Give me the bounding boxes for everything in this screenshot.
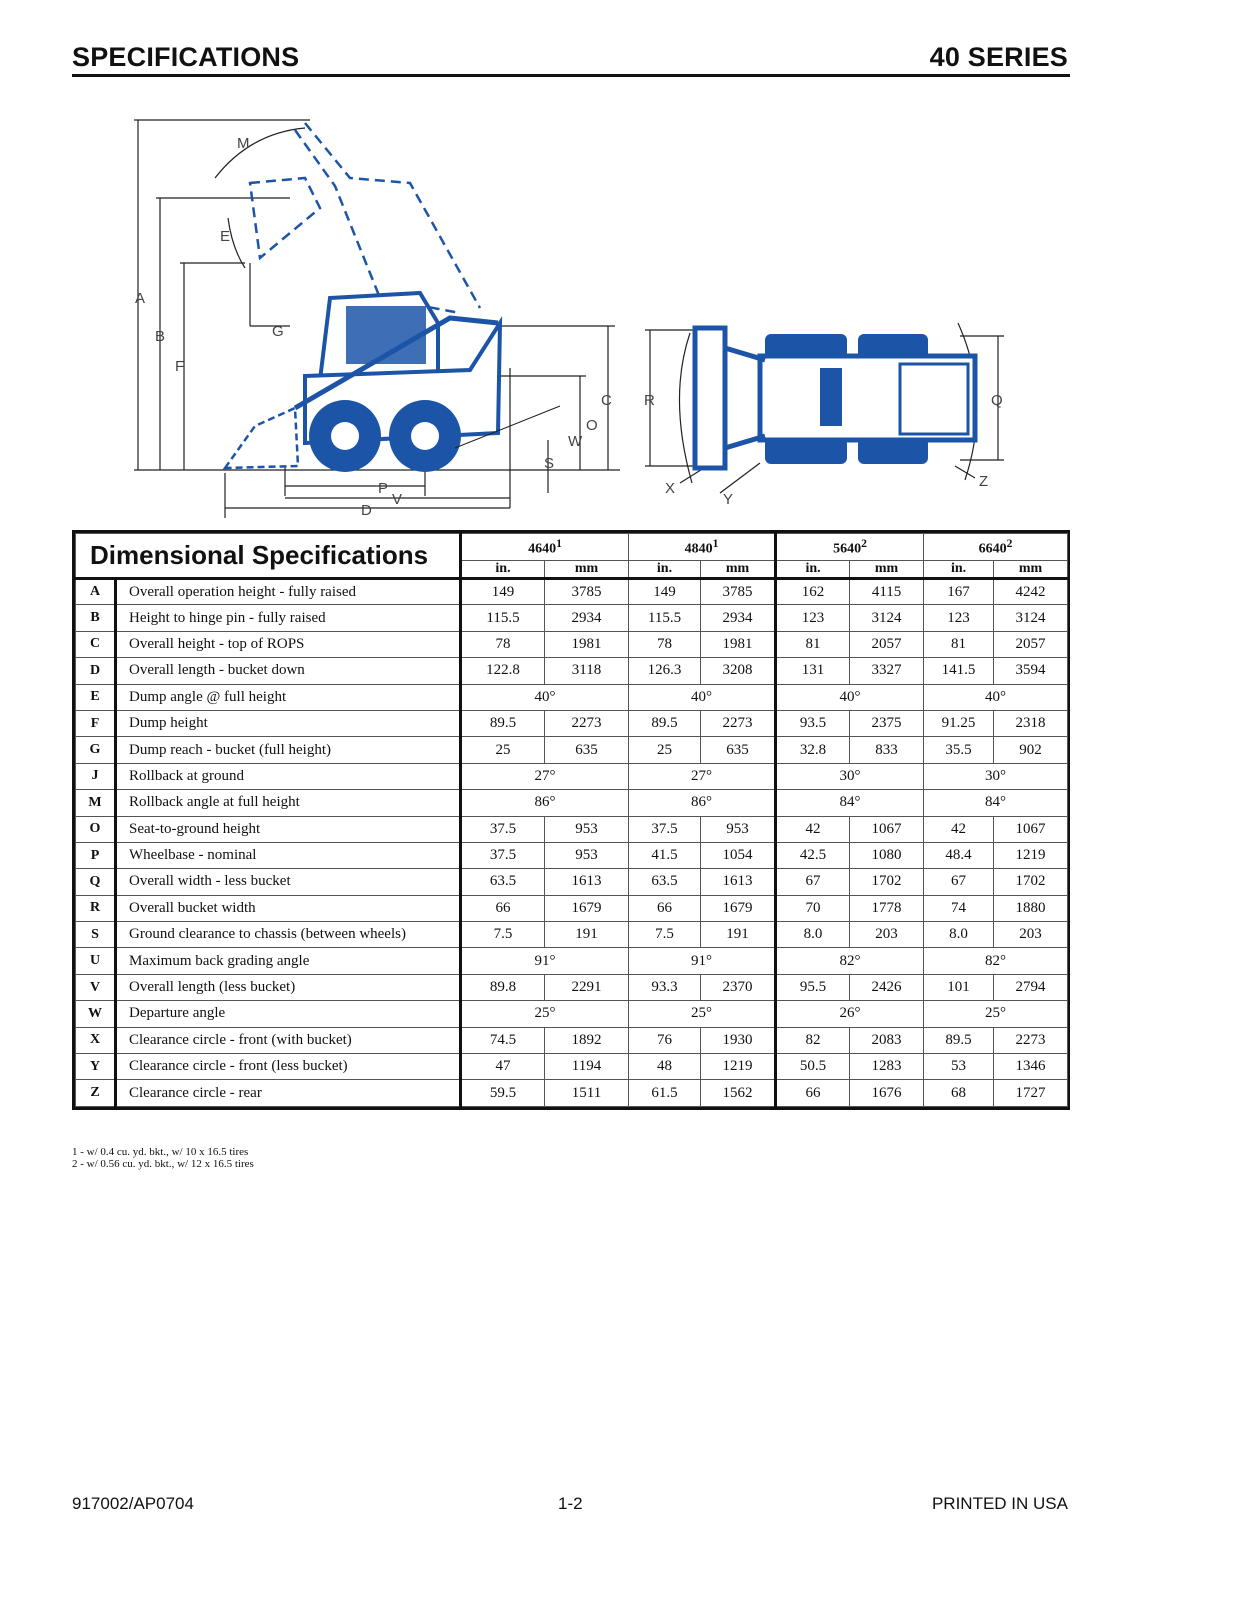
model-6640: 6640$^2$ <box>924 534 1068 561</box>
label-e: E <box>220 228 231 245</box>
spec-letter: R <box>76 895 116 921</box>
spec-description: Seat-to-ground height <box>116 816 461 842</box>
spec-description: Dump height <box>116 710 461 736</box>
spec-value-mm: 1702 <box>850 869 924 895</box>
spec-description: Ground clearance to chassis (between wheels) <box>116 922 461 948</box>
spec-value-in: 149 <box>629 579 701 605</box>
spec-description: Maximum back grading angle <box>116 948 461 974</box>
spec-value-in: 53 <box>924 1054 994 1080</box>
spec-value-mm: 1613 <box>701 869 776 895</box>
label-r: R <box>644 392 655 409</box>
spec-value-mm: 635 <box>701 737 776 763</box>
spec-value-in: 115.5 <box>629 605 701 631</box>
spec-value-mm: 4115 <box>850 579 924 605</box>
spec-value-mm: 1562 <box>701 1080 776 1107</box>
spec-value-in: 50.5 <box>776 1054 850 1080</box>
spec-value-in: 89.5 <box>461 710 545 736</box>
spec-letter: B <box>76 605 116 631</box>
label-y: Y <box>723 491 734 508</box>
model-5640: 5640$^2$ <box>776 534 924 561</box>
spec-value-in: 37.5 <box>461 816 545 842</box>
spec-value-mm: 1511 <box>545 1080 629 1107</box>
spec-value-mm: 203 <box>994 922 1068 948</box>
spec-value-in: 67 <box>776 869 850 895</box>
spec-value-mm: 203 <box>850 922 924 948</box>
unit-in: in. <box>924 561 994 579</box>
spec-value-mm: 1676 <box>850 1080 924 1107</box>
unit-mm: mm <box>850 561 924 579</box>
spec-value-in: 42.5 <box>776 842 850 868</box>
spec-letter: U <box>76 948 116 974</box>
spec-row-u <box>76 948 1068 974</box>
spec-value-in: 122.8 <box>461 658 545 684</box>
unit-in: in. <box>461 561 545 579</box>
spec-value-in: 41.5 <box>629 842 701 868</box>
spec-value-in: 149 <box>461 579 545 605</box>
document-number: 917002/AP0704 <box>72 1494 194 1513</box>
spec-value-in: 81 <box>924 631 994 657</box>
spec-value-in: 37.5 <box>461 842 545 868</box>
spec-value-mm: 1679 <box>545 895 629 921</box>
spec-value-merged: 30° <box>776 763 924 789</box>
spec-description: Height to hinge pin - fully raised <box>116 605 461 631</box>
spec-row-q <box>76 869 1068 895</box>
page-footer <box>72 1494 1070 1518</box>
spec-value-in: 66 <box>629 895 701 921</box>
spec-value-mm: 1346 <box>994 1054 1068 1080</box>
spec-value-in: 78 <box>629 631 701 657</box>
spec-description: Clearance circle - rear <box>116 1080 461 1107</box>
label-p: P <box>378 480 389 497</box>
spec-letter: E <box>76 684 116 710</box>
spec-value-merged: 26° <box>776 1001 924 1027</box>
spec-value-merged: 27° <box>629 763 776 789</box>
spec-grid <box>75 533 1068 1107</box>
spec-value-mm: 1283 <box>850 1054 924 1080</box>
dimensional-specifications-table <box>72 530 1070 1110</box>
spec-row-d <box>76 658 1068 684</box>
spec-value-merged: 40° <box>924 684 1068 710</box>
spec-letter: J <box>76 763 116 789</box>
spec-value-merged: 82° <box>924 948 1068 974</box>
label-q: Q <box>991 392 1003 409</box>
spec-value-merged: 84° <box>924 790 1068 816</box>
spec-body <box>76 579 1068 1107</box>
spec-letter: S <box>76 922 116 948</box>
spec-letter: Z <box>76 1080 116 1107</box>
spec-letter: A <box>76 579 116 605</box>
spec-value-in: 91.25 <box>924 710 994 736</box>
spec-value-mm: 2057 <box>850 631 924 657</box>
unit-mm: mm <box>545 561 629 579</box>
spec-value-in: 101 <box>924 974 994 1000</box>
spec-value-in: 162 <box>776 579 850 605</box>
spec-value-mm: 2083 <box>850 1027 924 1053</box>
spec-description: Rollback at ground <box>116 763 461 789</box>
label-g: G <box>272 323 284 340</box>
label-o: O <box>586 417 598 434</box>
spec-value-in: 66 <box>461 895 545 921</box>
spec-value-in: 37.5 <box>629 816 701 842</box>
spec-value-mm: 1892 <box>545 1027 629 1053</box>
spec-letter: O <box>76 816 116 842</box>
spec-value-mm: 902 <box>994 737 1068 763</box>
printed-in: PRINTED IN USA <box>931 1494 1068 1513</box>
spec-value-in: 82 <box>776 1027 850 1053</box>
spec-value-in: 167 <box>924 579 994 605</box>
unit-mm: mm <box>701 561 776 579</box>
spec-value-in: 74.5 <box>461 1027 545 1053</box>
spec-value-in: 89.5 <box>629 710 701 736</box>
spec-value-in: 67 <box>924 869 994 895</box>
top-view-machine <box>695 328 975 468</box>
spec-value-mm: 3785 <box>545 579 629 605</box>
spec-value-merged: 40° <box>461 684 629 710</box>
spec-value-mm: 3118 <box>545 658 629 684</box>
spec-value-mm: 2318 <box>994 710 1068 736</box>
spec-value-merged: 25° <box>629 1001 776 1027</box>
spec-letter: D <box>76 658 116 684</box>
spec-value-mm: 3327 <box>850 658 924 684</box>
spec-value-in: 78 <box>461 631 545 657</box>
spec-value-mm: 1880 <box>994 895 1068 921</box>
spec-value-in: 8.0 <box>924 922 994 948</box>
spec-value-mm: 4242 <box>994 579 1068 605</box>
spec-value-mm: 3124 <box>850 605 924 631</box>
spec-value-merged: 25° <box>924 1001 1068 1027</box>
spec-letter: Y <box>76 1054 116 1080</box>
spec-letter: M <box>76 790 116 816</box>
spec-value-mm: 2291 <box>545 974 629 1000</box>
spec-value-mm: 1778 <box>850 895 924 921</box>
spec-row-s <box>76 922 1068 948</box>
spec-value-in: 95.5 <box>776 974 850 1000</box>
label-v: V <box>392 491 403 508</box>
spec-row-o <box>76 816 1068 842</box>
spec-value-in: 66 <box>776 1080 850 1107</box>
label-x: X <box>665 480 676 497</box>
spec-value-in: 8.0 <box>776 922 850 948</box>
spec-value-mm: 1219 <box>701 1054 776 1080</box>
label-f: F <box>175 358 185 375</box>
spec-value-in: 123 <box>924 605 994 631</box>
spec-value-mm: 2934 <box>545 605 629 631</box>
page-header <box>72 40 1070 77</box>
spec-letter: P <box>76 842 116 868</box>
model-header-row <box>76 534 1068 561</box>
spec-row-e <box>76 684 1068 710</box>
spec-value-in: 32.8 <box>776 737 850 763</box>
footnote-1: 1 - w/ 0.4 cu. yd. bkt., w/ 10 x 16.5 tires <box>72 1146 249 1158</box>
spec-description: Overall width - less bucket <box>116 869 461 895</box>
spec-description: Rollback angle at full height <box>116 790 461 816</box>
spec-row-m <box>76 790 1068 816</box>
spec-value-mm: 1219 <box>994 842 1068 868</box>
spec-value-in: 48.4 <box>924 842 994 868</box>
spec-value-in: 35.5 <box>924 737 994 763</box>
spec-value-mm: 1613 <box>545 869 629 895</box>
spec-row-x <box>76 1027 1068 1053</box>
spec-description: Clearance circle - front (with bucket) <box>116 1027 461 1053</box>
footnote-2: 2 - w/ 0.56 cu. yd. bkt., w/ 12 x 16.5 tires <box>72 1158 254 1170</box>
spec-row-g <box>76 737 1068 763</box>
spec-value-mm: 3785 <box>701 579 776 605</box>
spec-value-in: 123 <box>776 605 850 631</box>
spec-value-mm: 2273 <box>545 710 629 736</box>
spec-description: Dump reach - bucket (full height) <box>116 737 461 763</box>
spec-row-r <box>76 895 1068 921</box>
series-title: 40 SERIES <box>929 42 1068 72</box>
machine-diagrams <box>120 108 1040 526</box>
spec-value-mm: 953 <box>545 816 629 842</box>
spec-letter: F <box>76 710 116 736</box>
label-s: S <box>544 455 555 472</box>
spec-row-j <box>76 763 1068 789</box>
spec-value-mm: 3594 <box>994 658 1068 684</box>
model-4840: 4840$^1$ <box>629 534 776 561</box>
model-4640: 4640$^1$ <box>461 534 629 561</box>
spec-value-in: 68 <box>924 1080 994 1107</box>
spec-row-c <box>76 631 1068 657</box>
spec-row-f <box>76 710 1068 736</box>
spec-value-merged: 91° <box>461 948 629 974</box>
spec-letter: W <box>76 1001 116 1027</box>
spec-value-mm: 2426 <box>850 974 924 1000</box>
spec-value-mm: 833 <box>850 737 924 763</box>
spec-letter: V <box>76 974 116 1000</box>
unit-mm: mm <box>994 561 1068 579</box>
spec-row-b <box>76 605 1068 631</box>
spec-value-mm: 1981 <box>701 631 776 657</box>
spec-value-mm: 1067 <box>850 816 924 842</box>
spec-value-merged: 86° <box>461 790 629 816</box>
spec-row-v <box>76 974 1068 1000</box>
spec-value-mm: 1054 <box>701 842 776 868</box>
spec-value-in: 61.5 <box>629 1080 701 1107</box>
spec-value-in: 47 <box>461 1054 545 1080</box>
unit-in: in. <box>776 561 850 579</box>
spec-value-mm: 1930 <box>701 1027 776 1053</box>
label-a: A <box>135 290 146 307</box>
label-m: M <box>237 135 250 152</box>
page-number: 1-2 <box>558 1494 583 1513</box>
spec-value-mm: 3124 <box>994 605 1068 631</box>
spec-row-y <box>76 1054 1068 1080</box>
spec-value-merged: 91° <box>629 948 776 974</box>
spec-value-in: 59.5 <box>461 1080 545 1107</box>
spec-description: Overall bucket width <box>116 895 461 921</box>
spec-value-in: 48 <box>629 1054 701 1080</box>
spec-letter: Q <box>76 869 116 895</box>
spec-value-in: 70 <box>776 895 850 921</box>
spec-value-mm: 3208 <box>701 658 776 684</box>
unit-in: in. <box>629 561 701 579</box>
spec-value-mm: 2273 <box>701 710 776 736</box>
spec-value-mm: 191 <box>701 922 776 948</box>
spec-value-in: 93.5 <box>776 710 850 736</box>
spec-value-in: 76 <box>629 1027 701 1053</box>
spec-value-in: 7.5 <box>461 922 545 948</box>
spec-description: Wheelbase - nominal <box>116 842 461 868</box>
spec-value-mm: 2057 <box>994 631 1068 657</box>
label-d: D <box>361 502 372 519</box>
spec-row-p <box>76 842 1068 868</box>
spec-row-a <box>76 579 1068 605</box>
spec-value-merged: 40° <box>629 684 776 710</box>
diagram-svg <box>120 108 1040 526</box>
spec-value-in: 42 <box>924 816 994 842</box>
spec-value-merged: 86° <box>629 790 776 816</box>
spec-description: Departure angle <box>116 1001 461 1027</box>
spec-row-w <box>76 1001 1068 1027</box>
page-title: SPECIFICATIONS <box>72 42 300 72</box>
spec-description: Dump angle @ full height <box>116 684 461 710</box>
spec-value-in: 115.5 <box>461 605 545 631</box>
spec-value-in: 131 <box>776 658 850 684</box>
spec-value-merged: 30° <box>924 763 1068 789</box>
label-w: W <box>568 433 583 450</box>
spec-value-mm: 953 <box>701 816 776 842</box>
spec-value-in: 25 <box>461 737 545 763</box>
spec-value-merged: 82° <box>776 948 924 974</box>
spec-value-in: 7.5 <box>629 922 701 948</box>
spec-letter: G <box>76 737 116 763</box>
spec-value-mm: 2934 <box>701 605 776 631</box>
spec-value-mm: 953 <box>545 842 629 868</box>
spec-value-mm: 1981 <box>545 631 629 657</box>
spec-value-in: 89.5 <box>924 1027 994 1053</box>
spec-value-in: 81 <box>776 631 850 657</box>
spec-value-mm: 1194 <box>545 1054 629 1080</box>
spec-description: Overall length - bucket down <box>116 658 461 684</box>
spec-value-merged: 27° <box>461 763 629 789</box>
spec-value-mm: 2370 <box>701 974 776 1000</box>
label-b: B <box>155 328 166 345</box>
spec-value-mm: 2273 <box>994 1027 1068 1053</box>
spec-value-in: 25 <box>629 737 701 763</box>
spec-description: Overall operation height - fully raised <box>116 579 461 605</box>
spec-row-z <box>76 1080 1068 1107</box>
spec-value-in: 89.8 <box>461 974 545 1000</box>
spec-value-mm: 2375 <box>850 710 924 736</box>
spec-letter: X <box>76 1027 116 1053</box>
label-z: Z <box>979 473 989 490</box>
footnotes <box>72 1146 254 1170</box>
spec-value-in: 74 <box>924 895 994 921</box>
spec-letter: C <box>76 631 116 657</box>
spec-value-in: 63.5 <box>461 869 545 895</box>
spec-value-merged: 40° <box>776 684 924 710</box>
spec-value-mm: 1080 <box>850 842 924 868</box>
spec-value-mm: 191 <box>545 922 629 948</box>
spec-value-in: 141.5 <box>924 658 994 684</box>
spec-description: Clearance circle - front (less bucket) <box>116 1054 461 1080</box>
spec-value-mm: 635 <box>545 737 629 763</box>
spec-value-in: 126.3 <box>629 658 701 684</box>
label-c: C <box>601 392 612 409</box>
spec-value-mm: 1067 <box>994 816 1068 842</box>
spec-value-mm: 1679 <box>701 895 776 921</box>
table-title: Dimensional Specifications <box>76 534 461 579</box>
spec-value-in: 42 <box>776 816 850 842</box>
spec-value-merged: 84° <box>776 790 924 816</box>
spec-value-mm: 1727 <box>994 1080 1068 1107</box>
spec-description: Overall length (less bucket) <box>116 974 461 1000</box>
spec-value-in: 63.5 <box>629 869 701 895</box>
spec-value-mm: 2794 <box>994 974 1068 1000</box>
spec-value-in: 93.3 <box>629 974 701 1000</box>
spec-value-merged: 25° <box>461 1001 629 1027</box>
spec-description: Overall height - top of ROPS <box>116 631 461 657</box>
spec-value-mm: 1702 <box>994 869 1068 895</box>
